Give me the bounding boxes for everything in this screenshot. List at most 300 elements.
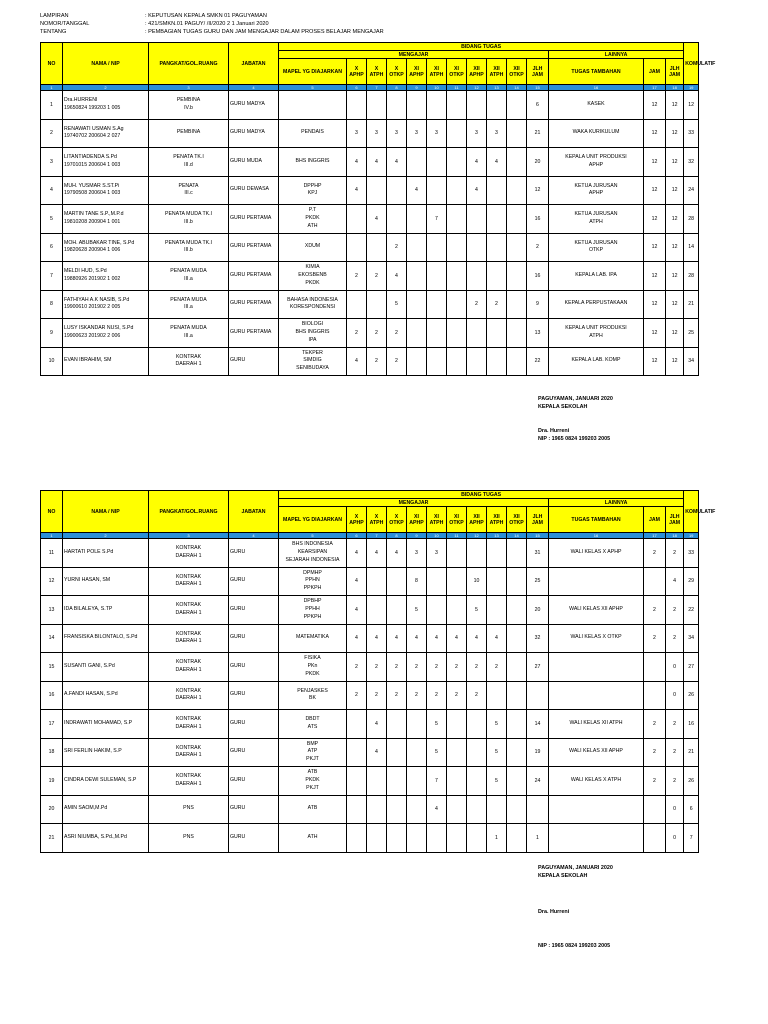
column-number: 8 [387, 533, 407, 539]
column-number: 13 [487, 85, 507, 91]
row-class-hours [467, 262, 487, 291]
table-row [41, 596, 699, 625]
row-class-hours: 5 [487, 767, 507, 796]
row-class-hours [427, 148, 447, 177]
row-class-hours [367, 567, 387, 596]
table-row [41, 319, 699, 348]
row-mapel: DPPHP KPJ [279, 176, 347, 205]
row-class-hours [447, 148, 467, 177]
row-class-hours [507, 738, 527, 767]
col-class-header: XI APHP [407, 507, 427, 533]
col-jlh-jam-header: JLH JAM [527, 507, 549, 533]
row-class-hours: 4 [367, 738, 387, 767]
row-jlh-jam [527, 795, 549, 824]
row-class-hours: 5 [487, 710, 507, 739]
row-class-hours: 5 [467, 596, 487, 625]
row-class-hours [507, 119, 527, 148]
row-class-hours [487, 176, 507, 205]
column-number: 6 [347, 85, 367, 91]
col-kumulatif-header: KOMULATIF [684, 491, 699, 533]
row-kumulatif: 29 [684, 567, 699, 596]
row-nama: SUSANTI GANI, S.Pd [63, 653, 149, 682]
column-number: 4 [229, 533, 279, 539]
row-class-hours: 3 [427, 119, 447, 148]
lainnya-header: LAINNYA [549, 499, 684, 507]
row-class-hours [387, 795, 407, 824]
row-class-hours [347, 205, 367, 234]
row-mapel: BMP ATP PKJT [279, 738, 347, 767]
row-no: 3 [41, 148, 63, 177]
row-nama: A.FANDI HASAN, S.Pd [63, 681, 149, 710]
table-row [41, 653, 699, 682]
row-jabatan: GURU MADYA [229, 91, 279, 120]
row-class-hours [447, 824, 467, 853]
row-class-hours [447, 539, 467, 568]
row-class-hours [507, 176, 527, 205]
table-row [41, 176, 699, 205]
row-class-hours [447, 176, 467, 205]
row-class-hours [407, 347, 427, 376]
row-class-hours [467, 824, 487, 853]
row-class-hours [447, 319, 467, 348]
row-class-hours [407, 91, 427, 120]
row-tugas-tambahan: WALI KELAS XII ATPH [549, 710, 644, 739]
row-jabatan: GURU MADYA [229, 119, 279, 148]
col-class-header: XII OTKP [507, 507, 527, 533]
row-class-hours: 4 [387, 539, 407, 568]
row-kumulatif: 14 [684, 233, 699, 262]
row-class-hours: 2 [447, 681, 467, 710]
col-class-header: XI OTKP [447, 507, 467, 533]
row-class-hours [507, 767, 527, 796]
row-class-hours: 2 [427, 681, 447, 710]
row-jlh-jam2: 0 [666, 653, 684, 682]
row-class-hours [507, 653, 527, 682]
row-mapel: DPMHP PPHN PPKPH [279, 567, 347, 596]
row-class-hours [427, 91, 447, 120]
row-no: 13 [41, 596, 63, 625]
table-row [41, 347, 699, 376]
row-class-hours: 2 [347, 262, 367, 291]
table-row [41, 290, 699, 319]
table-row [41, 681, 699, 710]
row-class-hours [507, 290, 527, 319]
row-class-hours: 2 [367, 347, 387, 376]
column-number: 14 [507, 533, 527, 539]
row-mapel: FISIKA PKn PKDK [279, 653, 347, 682]
row-jabatan: GURU PERTAMA [229, 205, 279, 234]
row-class-hours [487, 233, 507, 262]
row-class-hours [427, 567, 447, 596]
row-class-hours [427, 347, 447, 376]
row-jlh-jam2: 12 [666, 176, 684, 205]
row-class-hours: 3 [407, 119, 427, 148]
row-class-hours [487, 91, 507, 120]
row-pangkat: PENATA MUDA III.a [149, 290, 229, 319]
row-class-hours [427, 262, 447, 291]
row-class-hours: 3 [487, 119, 507, 148]
row-jabatan: GURU PERTAMA [229, 233, 279, 262]
table-row [41, 262, 699, 291]
row-pangkat: PENATA MUDA III.a [149, 319, 229, 348]
col-mapel-header: MAPEL YG DIAJARKAN [279, 59, 347, 85]
row-tugas-tambahan: WALI KELAS XII APHP [549, 596, 644, 625]
row-class-hours: 2 [367, 653, 387, 682]
row-jabatan: GURU DEWASA [229, 176, 279, 205]
row-class-hours [427, 319, 447, 348]
col-kumulatif-header: KOMULATIF [684, 43, 699, 85]
row-kumulatif: 7 [684, 824, 699, 853]
header-row-lampiran: LAMPIRAN : KEPUTUSAN KEPALA SMKN 01 PAGUYAMAN [40, 13, 267, 19]
table-row [41, 539, 699, 568]
row-class-hours [467, 738, 487, 767]
row-class-hours: 5 [427, 738, 447, 767]
row-jlh-jam: 20 [527, 596, 549, 625]
row-tugas-tambahan: WALI KELAS XII APHP [549, 738, 644, 767]
row-class-hours: 2 [487, 290, 507, 319]
row-mapel: DBDT ATS [279, 710, 347, 739]
row-mapel: TEKPER SIMDIG SENIBUDAYA [279, 347, 347, 376]
row-class-hours [447, 567, 467, 596]
row-tugas-tambahan: KETUA JURUSAN OTKP [549, 233, 644, 262]
row-jlh-jam: 16 [527, 262, 549, 291]
row-class-hours [487, 319, 507, 348]
row-class-hours [467, 710, 487, 739]
col-nama-header: NAMA / NIP [63, 491, 149, 533]
row-class-hours [347, 710, 367, 739]
row-class-hours [507, 91, 527, 120]
row-jlh-jam: 12 [527, 176, 549, 205]
row-class-hours [407, 738, 427, 767]
col-class-header: X ATPH [367, 507, 387, 533]
row-class-hours: 7 [427, 205, 447, 234]
row-class-hours [507, 795, 527, 824]
row-jlh-jam2: 0 [666, 795, 684, 824]
row-class-hours: 2 [467, 653, 487, 682]
row-class-hours: 2 [387, 347, 407, 376]
row-class-hours [387, 824, 407, 853]
row-class-hours [407, 290, 427, 319]
mengajar-header: MENGAJAR [279, 499, 549, 507]
row-mapel: P.T PKDK ATH [279, 205, 347, 234]
row-jabatan: GURU PERTAMA [229, 319, 279, 348]
column-number: 12 [467, 533, 487, 539]
row-class-hours [447, 795, 467, 824]
row-kumulatif: 21 [684, 738, 699, 767]
row-pangkat: PNS [149, 824, 229, 853]
row-class-hours: 2 [367, 262, 387, 291]
row-nama: INDRAWATI MOHAMAD, S.P [63, 710, 149, 739]
row-class-hours [487, 681, 507, 710]
col-class-header: X ATPH [367, 59, 387, 85]
row-tugas-tambahan: WAKA KURIKULUM [549, 119, 644, 148]
row-class-hours: 2 [387, 319, 407, 348]
row-class-hours [507, 824, 527, 853]
row-jabatan: GURU [229, 596, 279, 625]
row-jlh-jam2: 0 [666, 824, 684, 853]
row-class-hours [507, 347, 527, 376]
row-class-hours: 2 [347, 653, 367, 682]
row-tugas-tambahan [549, 567, 644, 596]
row-class-hours: 2 [387, 233, 407, 262]
row-nama: CINDRA DEWI SULEMAN, S.P [63, 767, 149, 796]
col-no-header: NO [41, 43, 63, 85]
column-number: 7 [367, 533, 387, 539]
row-no: 12 [41, 567, 63, 596]
row-class-hours [367, 767, 387, 796]
col-jabatan-header: JABATAN [229, 43, 279, 85]
row-jam: 12 [644, 119, 666, 148]
header-row-tentang: TENTANG : PEMBAGIAN TUGAS GURU DAN JAM MENGAJAR DALAM PROSES BELAJAR MENGAJAR [40, 29, 384, 35]
row-nama: AMIN SAOM,M.Pd [63, 795, 149, 824]
col-pangkat-header: PANGKAT/GOL.RUANG [149, 491, 229, 533]
row-class-hours [447, 290, 467, 319]
row-jam: 2 [644, 539, 666, 568]
row-mapel: BHS INGGRIS [279, 148, 347, 177]
row-class-hours [507, 539, 527, 568]
table-row [41, 148, 699, 177]
row-jabatan: GURU [229, 738, 279, 767]
row-jabatan: GURU MUDA [229, 148, 279, 177]
row-jlh-jam: 22 [527, 347, 549, 376]
row-class-hours: 3 [387, 119, 407, 148]
row-class-hours [407, 205, 427, 234]
row-class-hours [427, 824, 447, 853]
col-class-header: XI OTKP [447, 59, 467, 85]
row-jlh-jam: 6 [527, 91, 549, 120]
row-class-hours: 2 [347, 681, 367, 710]
row-class-hours [447, 233, 467, 262]
column-number: 6 [347, 533, 367, 539]
row-jlh-jam: 16 [527, 205, 549, 234]
row-kumulatif: 6 [684, 795, 699, 824]
row-jlh-jam: 14 [527, 710, 549, 739]
row-kumulatif: 32 [684, 148, 699, 177]
row-kumulatif: 12 [684, 91, 699, 120]
row-class-hours: 4 [467, 148, 487, 177]
row-nama: HARTATI POLE S.Pd [63, 539, 149, 568]
col-class-header: X APHP [347, 507, 367, 533]
row-class-hours [487, 262, 507, 291]
column-number: 17 [644, 533, 666, 539]
row-jlh-jam2: 12 [666, 290, 684, 319]
column-number: 19 [684, 533, 699, 539]
signature-block-1 [538, 395, 613, 443]
col-tugas-tambahan-header: TUGAS TAMBAHAN [549, 507, 644, 533]
row-jam: 2 [644, 596, 666, 625]
row-class-hours [387, 176, 407, 205]
row-no: 19 [41, 767, 63, 796]
row-kumulatif: 26 [684, 681, 699, 710]
row-class-hours [407, 710, 427, 739]
row-jlh-jam: 27 [527, 653, 549, 682]
row-kumulatif: 24 [684, 176, 699, 205]
row-pangkat: PNS [149, 795, 229, 824]
row-tugas-tambahan [549, 681, 644, 710]
row-tugas-tambahan: KEPALA LAB. IPA [549, 262, 644, 291]
col-class-header: XI ATPH [427, 59, 447, 85]
row-no: 6 [41, 233, 63, 262]
column-number: 1 [41, 85, 63, 91]
row-jam [644, 681, 666, 710]
row-class-hours [347, 738, 367, 767]
row-jlh-jam2: 2 [666, 539, 684, 568]
row-jam: 12 [644, 91, 666, 120]
row-class-hours [467, 767, 487, 796]
row-kumulatif: 22 [684, 596, 699, 625]
row-class-hours [367, 596, 387, 625]
row-no: 8 [41, 290, 63, 319]
row-class-hours [507, 148, 527, 177]
row-class-hours [507, 262, 527, 291]
row-nama: MELDI HUD, S.Pd 19880926 201902 1 002 [63, 262, 149, 291]
row-kumulatif: 21 [684, 290, 699, 319]
row-jabatan: GURU [229, 624, 279, 653]
row-jlh-jam: 9 [527, 290, 549, 319]
row-jlh-jam2: 0 [666, 681, 684, 710]
row-class-hours: 4 [387, 262, 407, 291]
row-no: 4 [41, 176, 63, 205]
row-class-hours [407, 319, 427, 348]
row-jlh-jam2: 12 [666, 91, 684, 120]
table-row [41, 624, 699, 653]
row-mapel: XDUM [279, 233, 347, 262]
row-class-hours: 3 [347, 119, 367, 148]
row-no: 17 [41, 710, 63, 739]
row-jabatan: GURU [229, 767, 279, 796]
row-jlh-jam2: 2 [666, 710, 684, 739]
column-number: 19 [684, 85, 699, 91]
row-jam [644, 795, 666, 824]
row-tugas-tambahan: KEPALA UNIT PRODUKSI APHP [549, 148, 644, 177]
row-kumulatif: 27 [684, 653, 699, 682]
row-class-hours [347, 233, 367, 262]
row-class-hours [467, 91, 487, 120]
row-class-hours [507, 567, 527, 596]
row-class-hours: 4 [347, 624, 367, 653]
lainnya-header: LAINNYA [549, 51, 684, 59]
row-class-hours [407, 262, 427, 291]
column-number: 15 [527, 533, 549, 539]
row-class-hours: 5 [487, 738, 507, 767]
row-jabatan: GURU [229, 795, 279, 824]
col-no-header: NO [41, 491, 63, 533]
row-jlh-jam2: 12 [666, 205, 684, 234]
column-number: 5 [279, 85, 347, 91]
row-jlh-jam: 1 [527, 824, 549, 853]
row-no: 21 [41, 824, 63, 853]
row-class-hours: 7 [427, 767, 447, 796]
row-class-hours [407, 795, 427, 824]
row-class-hours: 2 [447, 653, 467, 682]
row-kumulatif: 34 [684, 347, 699, 376]
row-class-hours [487, 567, 507, 596]
row-tugas-tambahan [549, 795, 644, 824]
row-class-hours: 4 [467, 176, 487, 205]
row-jlh-jam: 13 [527, 319, 549, 348]
row-class-hours [467, 319, 487, 348]
col-class-header: X OTKP [387, 507, 407, 533]
signature-name: Dra. Hurreni [538, 428, 570, 434]
row-pangkat: PEMBINA [149, 119, 229, 148]
col-class-header: X OTKP [387, 59, 407, 85]
table-row [41, 824, 699, 853]
table-row [41, 119, 699, 148]
row-class-hours [387, 567, 407, 596]
column-number: 18 [666, 85, 684, 91]
row-no: 10 [41, 347, 63, 376]
row-class-hours: 4 [387, 148, 407, 177]
signature-nip: NIP : 1965 0824 199203 2005 [538, 943, 611, 949]
row-class-hours: 2 [407, 681, 427, 710]
row-nama: Dra.HURRENI 19650824 199203 1 005 [63, 91, 149, 120]
row-pangkat: KONTRAK DAERAH 1 [149, 653, 229, 682]
row-class-hours: 4 [367, 539, 387, 568]
row-mapel: MATEMATIKA [279, 624, 347, 653]
column-number: 12 [467, 85, 487, 91]
row-kumulatif: 28 [684, 262, 699, 291]
row-pangkat: KONTRAK DAERAH 1 [149, 710, 229, 739]
row-jabatan: GURU [229, 824, 279, 853]
task-table-1 [40, 42, 716, 376]
row-class-hours: 2 [407, 653, 427, 682]
row-class-hours: 3 [407, 539, 427, 568]
row-class-hours [387, 710, 407, 739]
row-class-hours [367, 91, 387, 120]
row-class-hours [427, 596, 447, 625]
row-class-hours: 4 [407, 176, 427, 205]
row-mapel: BAHASA INDONESIA KORESPONDENSI [279, 290, 347, 319]
row-class-hours: 2 [427, 653, 447, 682]
row-jlh-jam: 25 [527, 567, 549, 596]
row-class-hours: 2 [467, 290, 487, 319]
row-class-hours [387, 91, 407, 120]
col-class-header: XII APHP [467, 59, 487, 85]
row-tugas-tambahan: WALI KELAS X OTKP [549, 624, 644, 653]
row-nama: LITANTIADENDA S.Pd 19701015 200604 1 003 [63, 148, 149, 177]
row-jam [644, 653, 666, 682]
row-class-hours: 4 [347, 176, 367, 205]
column-number: 11 [447, 533, 467, 539]
row-mapel: ATB PKDK PKJT [279, 767, 347, 796]
row-jlh-jam: 2 [527, 233, 549, 262]
row-class-hours [447, 262, 467, 291]
col-nama-header: NAMA / NIP [63, 43, 149, 85]
row-nama: RENAWATI USMAN S.Ag 19740702 200604 2 027 [63, 119, 149, 148]
col-class-header: XI APHP [407, 59, 427, 85]
row-class-hours: 4 [487, 148, 507, 177]
row-jlh-jam2: 2 [666, 596, 684, 625]
row-jlh-jam [527, 681, 549, 710]
column-number: 10 [427, 85, 447, 91]
row-class-hours [367, 176, 387, 205]
column-number: 4 [229, 85, 279, 91]
row-nama: FRANSISKA BILONTALO, S.Pd [63, 624, 149, 653]
row-class-hours: 3 [467, 119, 487, 148]
row-class-hours [367, 795, 387, 824]
column-number: 10 [427, 533, 447, 539]
row-tugas-tambahan: KEPALA LAB. KOMP [549, 347, 644, 376]
table-row [41, 738, 699, 767]
row-no: 1 [41, 91, 63, 120]
row-class-hours [347, 795, 367, 824]
column-number: 9 [407, 85, 427, 91]
row-class-hours [467, 205, 487, 234]
row-jam: 2 [644, 738, 666, 767]
row-tugas-tambahan: KEPALA PERPUSTAKAAN [549, 290, 644, 319]
row-class-hours: 2 [467, 681, 487, 710]
row-jabatan: GURU PERTAMA [229, 290, 279, 319]
